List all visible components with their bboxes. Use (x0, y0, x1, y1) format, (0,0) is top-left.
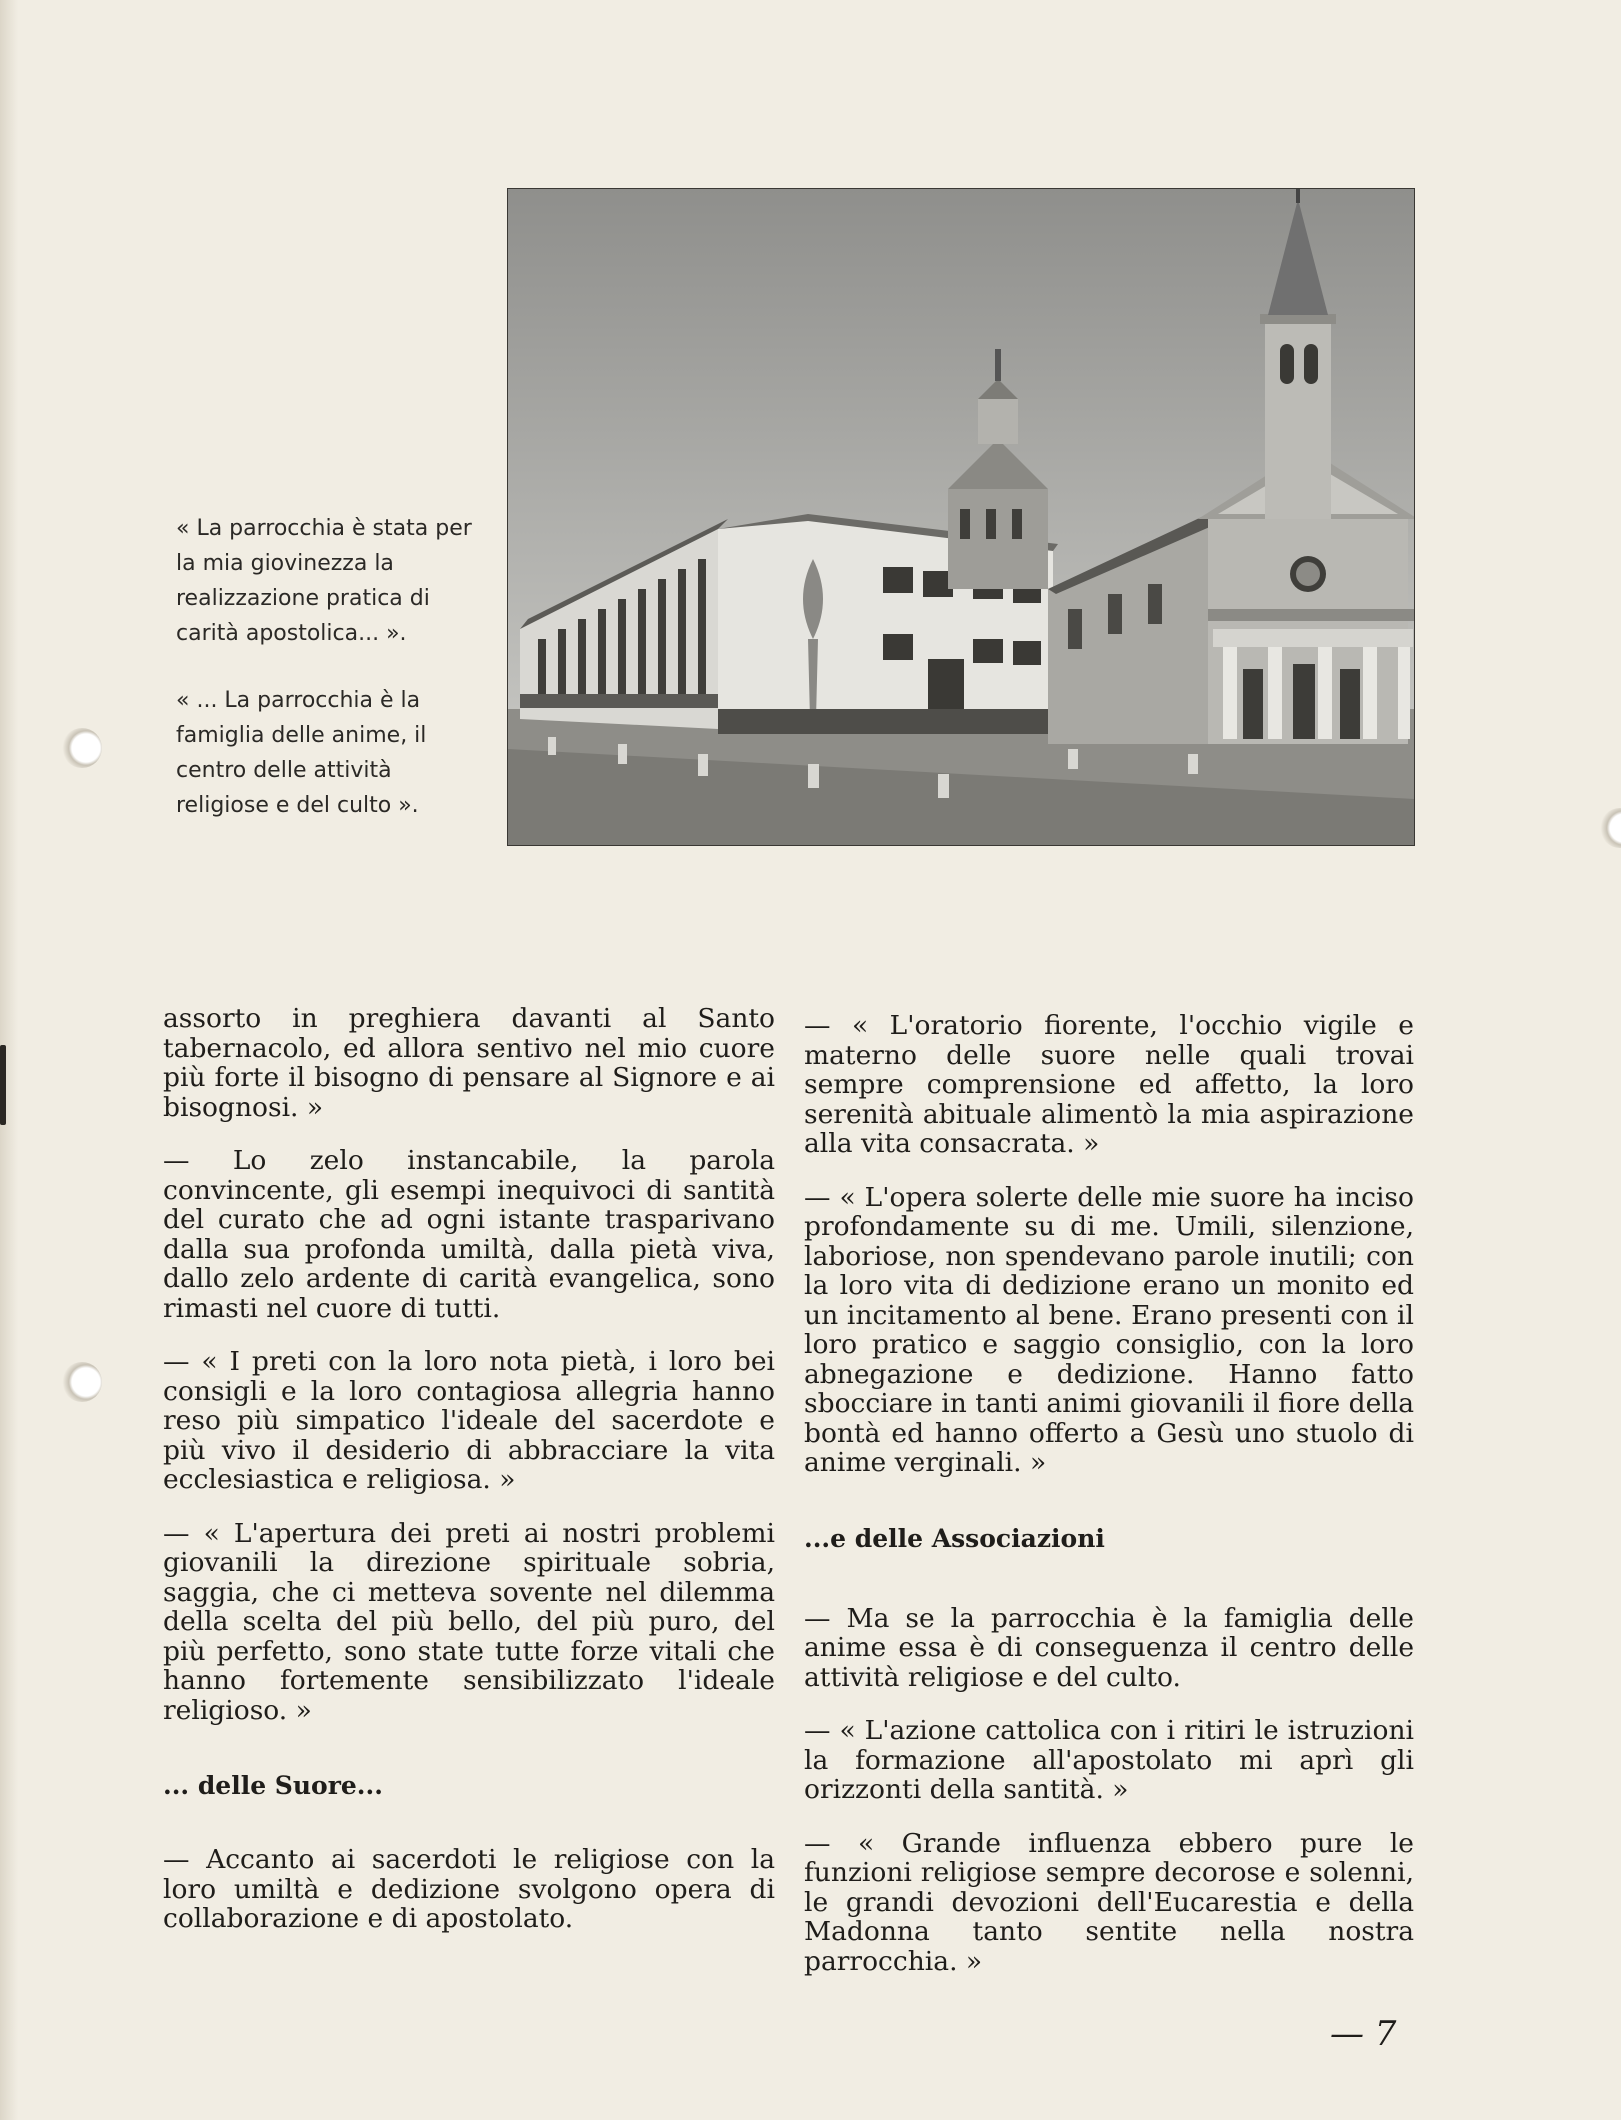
paragraph: — « L'opera solerte delle mie suore ha inciso profondamente su di me. Umili, silenzione, laboriose, non spendevano parole inutili; con la loro vita di dedizione erano un monito ed un incitamento al bene. Erano presenti con il loro pratico e saggio consiglio, con la loro abnegazione e dedizione. Hanno fatto sbocciare in tanti animi giovanili il fiore della bontà ed hanno offerto a Gesù uno stuolo di anime verginali. » (804, 1181, 1414, 1478)
punch-hole (62, 728, 102, 768)
photo-caption-quote-2: « ... La parrocchia è la famiglia delle anime, il centro delle attività religiose e del culto ». (176, 688, 427, 818)
section-heading: ... delle Suore... (163, 1771, 383, 1800)
section-heading: ...e delle Associazioni (804, 1523, 1105, 1553)
church-illustration (508, 189, 1414, 845)
paragraph: — « L'apertura dei preti ai nostri problemi giovanili la direzione spirituale sobria, saggia, che ci metteva sovente nel dilemma della scelta del più bello, del più puro, del più perfetto, sono state tutte forze vitali che hanno fortemente sensibilizzato l'ideale religioso. » (163, 1517, 775, 1726)
church-photo (507, 188, 1415, 846)
paragraph: — Lo zelo instancabile, la parola convincente, gli esempi inequivoci di santità del curato che ad ogni istante trasparivano dalla sua profonda umiltà, dalla pietà viva, dallo zelo ardente di carità evangelica, sono rimasti nel cuore di tutti. (163, 1145, 775, 1324)
left-column (163, 1004, 775, 1958)
page-number: — 7 (1330, 2014, 1397, 2054)
binding-mark (0, 1045, 6, 1125)
paragraph: — Ma se la parrocchia è la famiglia delle anime essa è di conseguenza il centro delle attività religiose e del culto. (804, 1602, 1414, 1693)
paragraph: — « I preti con la loro nota pietà, i loro bei consigli e la loro contagiosa allegria hanno reso più simpatico l'ideale del sacerdote e più vivo il desiderio di abbracciare la vita ecclesiastica e religiosa. » (163, 1346, 775, 1495)
paragraph: — « L'oratorio fiorente, l'occhio vigile e materno delle suore nelle quali trovai sempre comprensione ed affetto, la loro serenità abituale alimentò la mia aspirazione alla vita consacrata. » (804, 1010, 1414, 1159)
paragraph: — « Grande influenza ebbero pure le funzioni religiose sempre decorose e solenni, le grandi devozioni dell'Eucarestia e della Madonna tanto sentite nella nostra parrocchia. » (804, 1827, 1414, 1977)
punch-hole (62, 1362, 102, 1402)
right-column (804, 1011, 1414, 2000)
paragraph: — Accanto ai sacerdoti le religiose con la loro umiltà e dedizione svolgono opera di collaborazione e di apostolato. (163, 1844, 775, 1934)
paragraph: — « L'azione cattolica con i ritiri le istruzioni la formazione all'apostolato mi aprì gli orizzonti della santità. » (804, 1715, 1414, 1805)
punch-hole (1600, 808, 1621, 848)
photo-caption-quote-1: « La parrocchia è stata per la mia giovinezza la realizzazione pratica di carità apostolica... ». (176, 516, 472, 646)
paragraph: assorto in preghiera davanti al Santo tabernacolo, ed allora sentivo nel mio cuore più forte il bisogno di pensare al Signore e ai bisognosi. » (163, 1003, 775, 1123)
